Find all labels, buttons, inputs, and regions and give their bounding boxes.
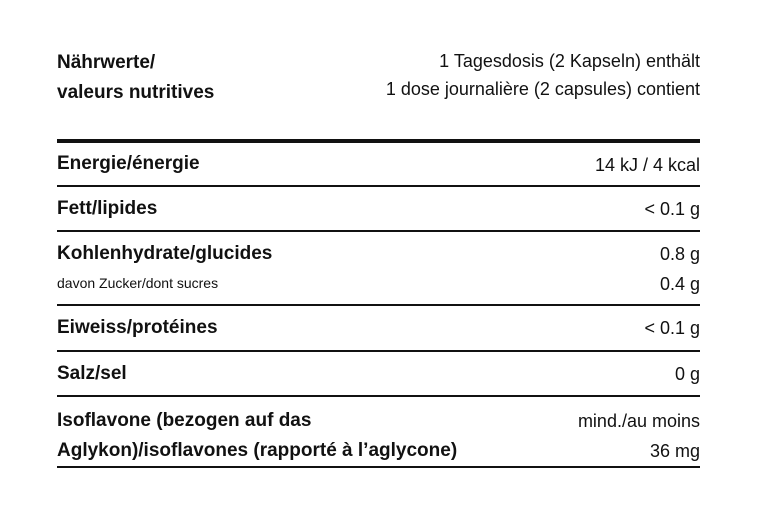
isoflavones-label-line2: Aglykon)/isoflavones (rapporté à l’aglycone)	[57, 440, 458, 461]
row-divider	[57, 185, 700, 187]
row-value-carbohydrates: 0.8 g	[659, 244, 700, 264]
isoflavones-label-line1: Isoflavone (bezogen auf das	[57, 410, 312, 431]
row-label-carbohydrates: Kohlenhydrate/glucides	[57, 243, 273, 264]
row-value-protein: < 0.1 g	[644, 318, 700, 338]
dose-line-de: 1 Tagesdosis (2 Kapseln) enthält	[439, 51, 700, 71]
isoflavones-value-line2: 36 mg	[649, 441, 700, 461]
row-value-fat: < 0.1 g	[644, 199, 700, 219]
row-value-energy: 14 kJ / 4 kcal	[594, 155, 700, 175]
isoflavones-value-line1: mind./au moins	[577, 411, 700, 431]
row-label-sugars: davon Zucker/dont sucres	[57, 275, 219, 291]
title-line-fr: valeurs nutritives	[57, 82, 215, 103]
table-title	[57, 48, 214, 108]
dose-header	[300, 47, 700, 103]
row-divider	[57, 395, 700, 397]
row-divider	[57, 350, 700, 352]
table-bottom-rule	[57, 466, 700, 468]
row-value-isoflavones	[480, 406, 700, 466]
row-value-salt: 0 g	[674, 364, 700, 384]
title-line-de: Nährwerte/	[57, 52, 156, 73]
row-label-isoflavones	[57, 406, 457, 466]
row-label-energy: Energie/énergie	[57, 153, 200, 174]
row-divider	[57, 304, 700, 306]
row-label-protein: Eiweiss/protéines	[57, 317, 218, 338]
row-value-sugars: 0.4 g	[659, 274, 700, 294]
dose-line-fr: 1 dose journalière (2 capsules) contient	[385, 79, 700, 99]
row-divider	[57, 230, 700, 232]
row-label-salt: Salz/sel	[57, 363, 127, 384]
row-label-fat: Fett/lipides	[57, 198, 158, 219]
header-divider	[57, 139, 700, 143]
